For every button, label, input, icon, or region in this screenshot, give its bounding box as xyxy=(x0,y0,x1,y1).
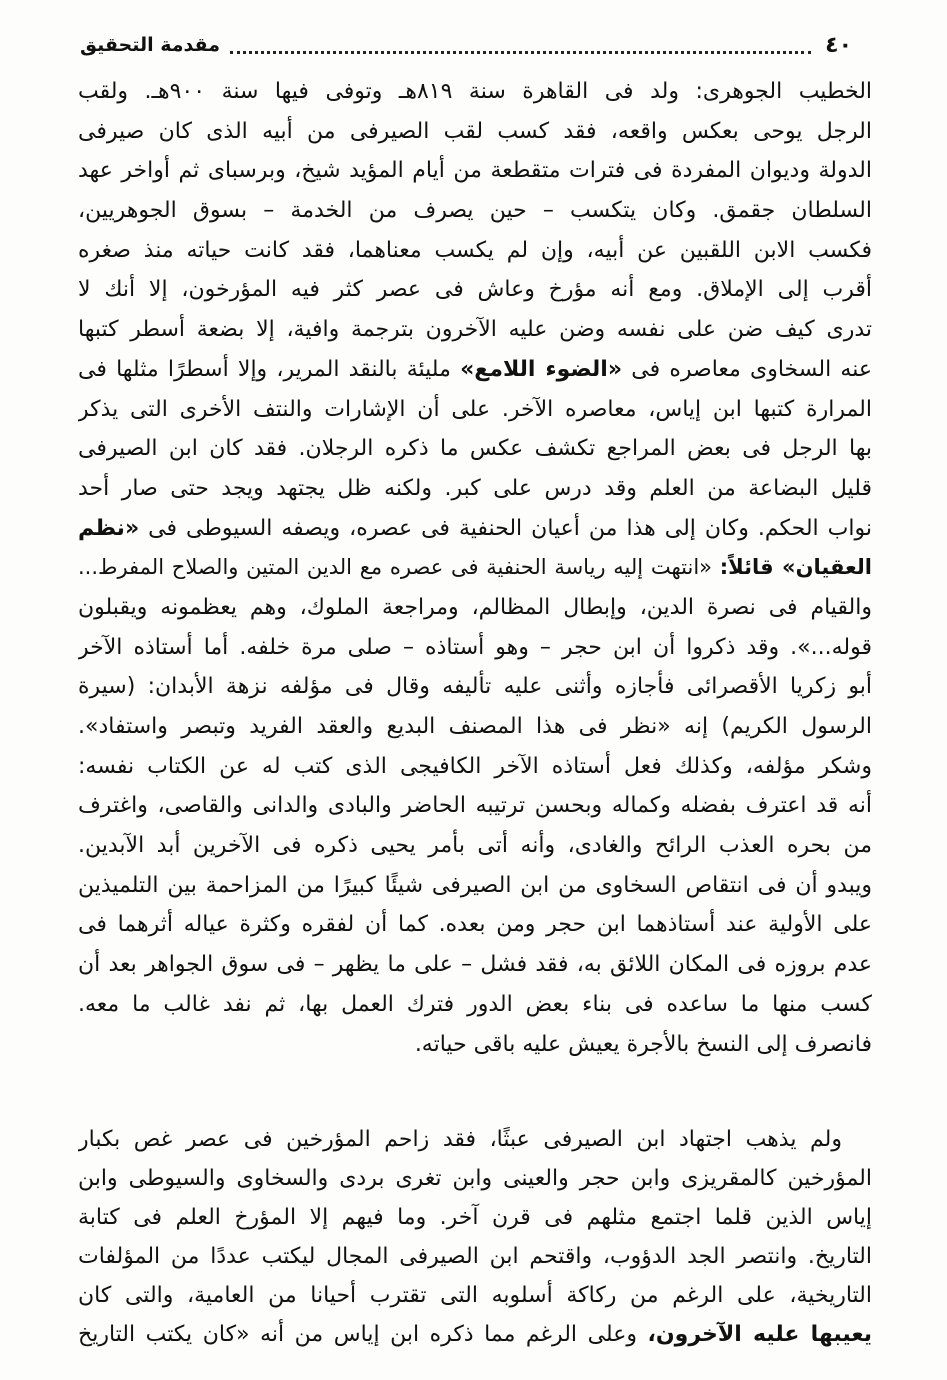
page-number: ٤٠ xyxy=(825,32,852,58)
text-line: بها الرجل فى بعض المراجع تكشف عكس ما ذكره الرجلان. فقد كان ابن الصيرفى xyxy=(78,436,872,462)
text-line: أنه قد اعترف بفضله وكماله وبحسن ترتيبه الحاضر والبادى والدانى والقاصى، واغترف xyxy=(78,793,872,819)
text-line xyxy=(78,548,872,588)
text-segment: مليئة بالنقد المرير، وإلا أسطرًا مثلها فى xyxy=(78,356,461,382)
text-segment: عنه السخاوى معاصره فى xyxy=(622,356,872,382)
text-line: الرجل يوحى بعكس واقعه، فقد كسب لقب الصيرفى من أبيه الذى كان صيرفى xyxy=(78,118,872,144)
text-line: التاريخية، على الرغم من ركاكة أسلوبه التى تقترب أحيانا من العامية، والتى كان xyxy=(78,1283,872,1308)
text-line: فانصرف إلى النسخ بالأجرة يعيش عليه باقى حياته. xyxy=(414,1031,872,1057)
text-line: المؤرخين كالمقريزى وابن حجر والعينى وابن تغرى بردى والسخاوى والسيوطى وابن xyxy=(78,1166,872,1191)
book-title-bold: «الضوء اللامع» xyxy=(460,356,623,382)
text-line: أقرب إلى الإملاق. ومع أنه مؤرخ وعاش فى عصر كثر فيه المؤرخون، إلا أنك لا xyxy=(78,277,872,303)
text-line: أبو زكريا الأقصرائى فأجازه وأثنى عليه تأليفه وقال فى مؤلفه نزهة الأبدان: (سيرة xyxy=(78,674,872,700)
text-line: على الأولية عند أستاذهما ابن حجر ومن بعده. كما أن لفقره وكثرة عياله أثرهما فى xyxy=(78,912,872,938)
text-line: وشكر مؤلفه، وكذلك فعل أستاذه الآخر الكافيجى الذى كتب له عن الكتاب نفسه: xyxy=(78,753,872,779)
bold-phrase: يعيبها عليه الآخرون، xyxy=(647,1322,872,1347)
text-segment: نواب الحكم. وكان إلى هذا من أعيان الحنفية فى عصره، ويصفه السيوطى فى xyxy=(139,515,872,541)
text-line xyxy=(78,1315,872,1354)
text-line: قوله...». وقد ذكروا أن ابن حجر – وهو أستاذه – صلى مرة خلفه. أما أستاذه الآخر xyxy=(78,634,872,660)
text-line: كسب منها ما ساعده فى بناء بعض الدور فترك العمل بها، ثم نفد غالب ما معه. xyxy=(78,991,872,1017)
running-title: مقدمة التحقيق xyxy=(80,34,220,56)
text-line: تدرى كيف ضن على نفسه وضن عليه الآخرون بترجمة وافية، إلا بضعة أسطر كتبها xyxy=(78,317,872,343)
book-title-bold: «نظم xyxy=(78,515,140,541)
page-header xyxy=(80,28,872,62)
text-line: المرارة كتبها ابن إياس، معاصره الآخر. على أن الإشارات والنتف الأخرى التى يذكر xyxy=(78,396,872,422)
dot-leader xyxy=(230,51,811,54)
text-line xyxy=(78,350,872,390)
book-title-bold: العقيان» قائلاً: xyxy=(719,555,872,580)
text-line: السلطان جقمق. وكان يتكسب – حين يصرف من الخدمة – بسوق الجوهريين، xyxy=(78,198,872,224)
text-line: إياس الذين قلما اجتمع مثلهم فى قرن آخر. وما فيهم إلا المؤرخ العلم فى كتابة xyxy=(78,1205,872,1230)
text-line: الخطيب الجوهرى: ولد فى القاهرة سنة ٨١٩هـ وتوفى فيها سنة ٩٠٠هـ. ولقب xyxy=(78,79,872,104)
text-line: التاريخ. وانتصر الجد الدؤوب، واقتحم ابن الصيرفى المجال ليكتب عددًا من المؤلفات xyxy=(78,1244,872,1269)
paragraph xyxy=(78,72,872,1064)
text-line: ويبدو أن فى انتقاص السخاوى من ابن الصيرفى شيئًا كبيرًا من المزاحمة بين التلميذين xyxy=(78,872,872,898)
text-line: فكسب الابن اللقبين عن أبيه، وإن لم يكسب معناهما، فقد كانت حياته منذ صغره xyxy=(78,237,872,263)
text-segment: وعلى الرغم مما ذكره ابن إياس من أنه «كان يكتب التاريخ xyxy=(78,1322,648,1347)
paragraph xyxy=(78,1120,872,1354)
text-line: قليل البضاعة من العلم وقد درس على كبر. ولكنه ظل يجتهد ويجد حتى صار أحد xyxy=(78,475,872,501)
text-line: ولم يذهب اجتهاد ابن الصيرفى عبثًا، فقد زاحم المؤرخين فى عصر غص بكبار xyxy=(78,1127,842,1152)
text-line: عدم بروزه فى المكان اللائق به، فقد فشل – على ما يظهر – فى سوق الجواهر بعد أن xyxy=(78,952,872,978)
text-segment: «انتهت إليه رياسة الحنفية فى عصره مع الدين المتين والصلاح المفرط... xyxy=(78,555,720,580)
text-line: الرسول الكريم) إنه «نظر فى هذا المصنف البديع والعقد الفريد وتبصر واستفاد». xyxy=(78,714,872,739)
text-line: والقيام فى نصرة الدين، وإبطال المظالم، ومراجعة الملوك، وهم يعظمونه ويقبلون xyxy=(78,594,872,620)
text-line: من بحره العذب الرائح والغادى، وأنه أتى بأمر يحيى ذكره فى الآخرين أبد الآبدين. xyxy=(78,833,872,859)
text-line xyxy=(78,509,872,549)
text-line: الدولة وديوان المفردة فى فترات متقطعة من أيام المؤيد شيخ، وبرسباى ثم أواخر عهد xyxy=(78,158,872,184)
